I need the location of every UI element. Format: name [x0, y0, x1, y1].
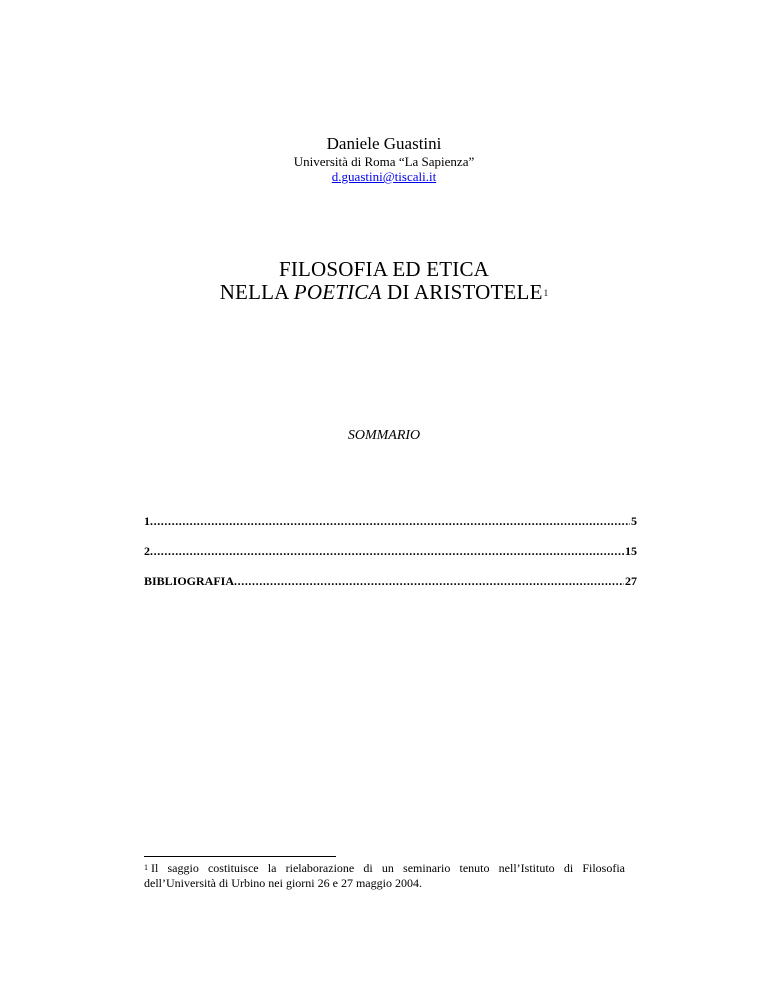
toc-dot-leader — [150, 544, 624, 558]
title-footnote-ref[interactable]: 1 — [543, 288, 549, 298]
author-affiliation: Università di Roma “La Sapienza” — [293, 154, 475, 169]
summary-heading: SOMMARIO — [347, 428, 421, 443]
toc-entry-page: 27 — [625, 574, 637, 588]
title-italic-poetica: POETICA — [293, 280, 382, 304]
footnote-separator — [144, 856, 336, 857]
title-line-1: FILOSOFIA ED ETICA — [278, 257, 490, 281]
footnote-text: Il saggio costituisce la rielaborazione di un seminario tenuto nell’Istituto di Filosofia dell’Università di Urbino nei giorni 26 e 27 maggio 2004. — [144, 861, 625, 890]
toc-entry[interactable] — [144, 514, 637, 528]
toc-entry-page: 5 — [631, 514, 637, 528]
author-name: Daniele Guastini — [326, 134, 442, 153]
author-email-link[interactable]: d.guastini@tiscali.it — [331, 169, 437, 184]
toc-dot-leader — [234, 574, 624, 588]
toc-dot-leader — [150, 514, 630, 528]
toc-entry-label: 1 — [144, 514, 150, 528]
title-line-2 — [0, 280, 768, 304]
toc-entry-label: 2 — [144, 544, 150, 558]
toc-entry-page: 15 — [625, 544, 637, 558]
author-email-line — [0, 169, 768, 184]
toc-entry-label: BIBLIOGRAFIA — [144, 574, 235, 588]
title-line-2-suffix: DI ARISTOTELE — [381, 280, 543, 304]
footnote-number: 1 — [144, 863, 148, 872]
toc-entry[interactable] — [144, 574, 637, 588]
footnote — [144, 861, 625, 891]
toc-entry[interactable] — [144, 544, 637, 558]
title-line-2-prefix: NELLA — [219, 280, 294, 304]
